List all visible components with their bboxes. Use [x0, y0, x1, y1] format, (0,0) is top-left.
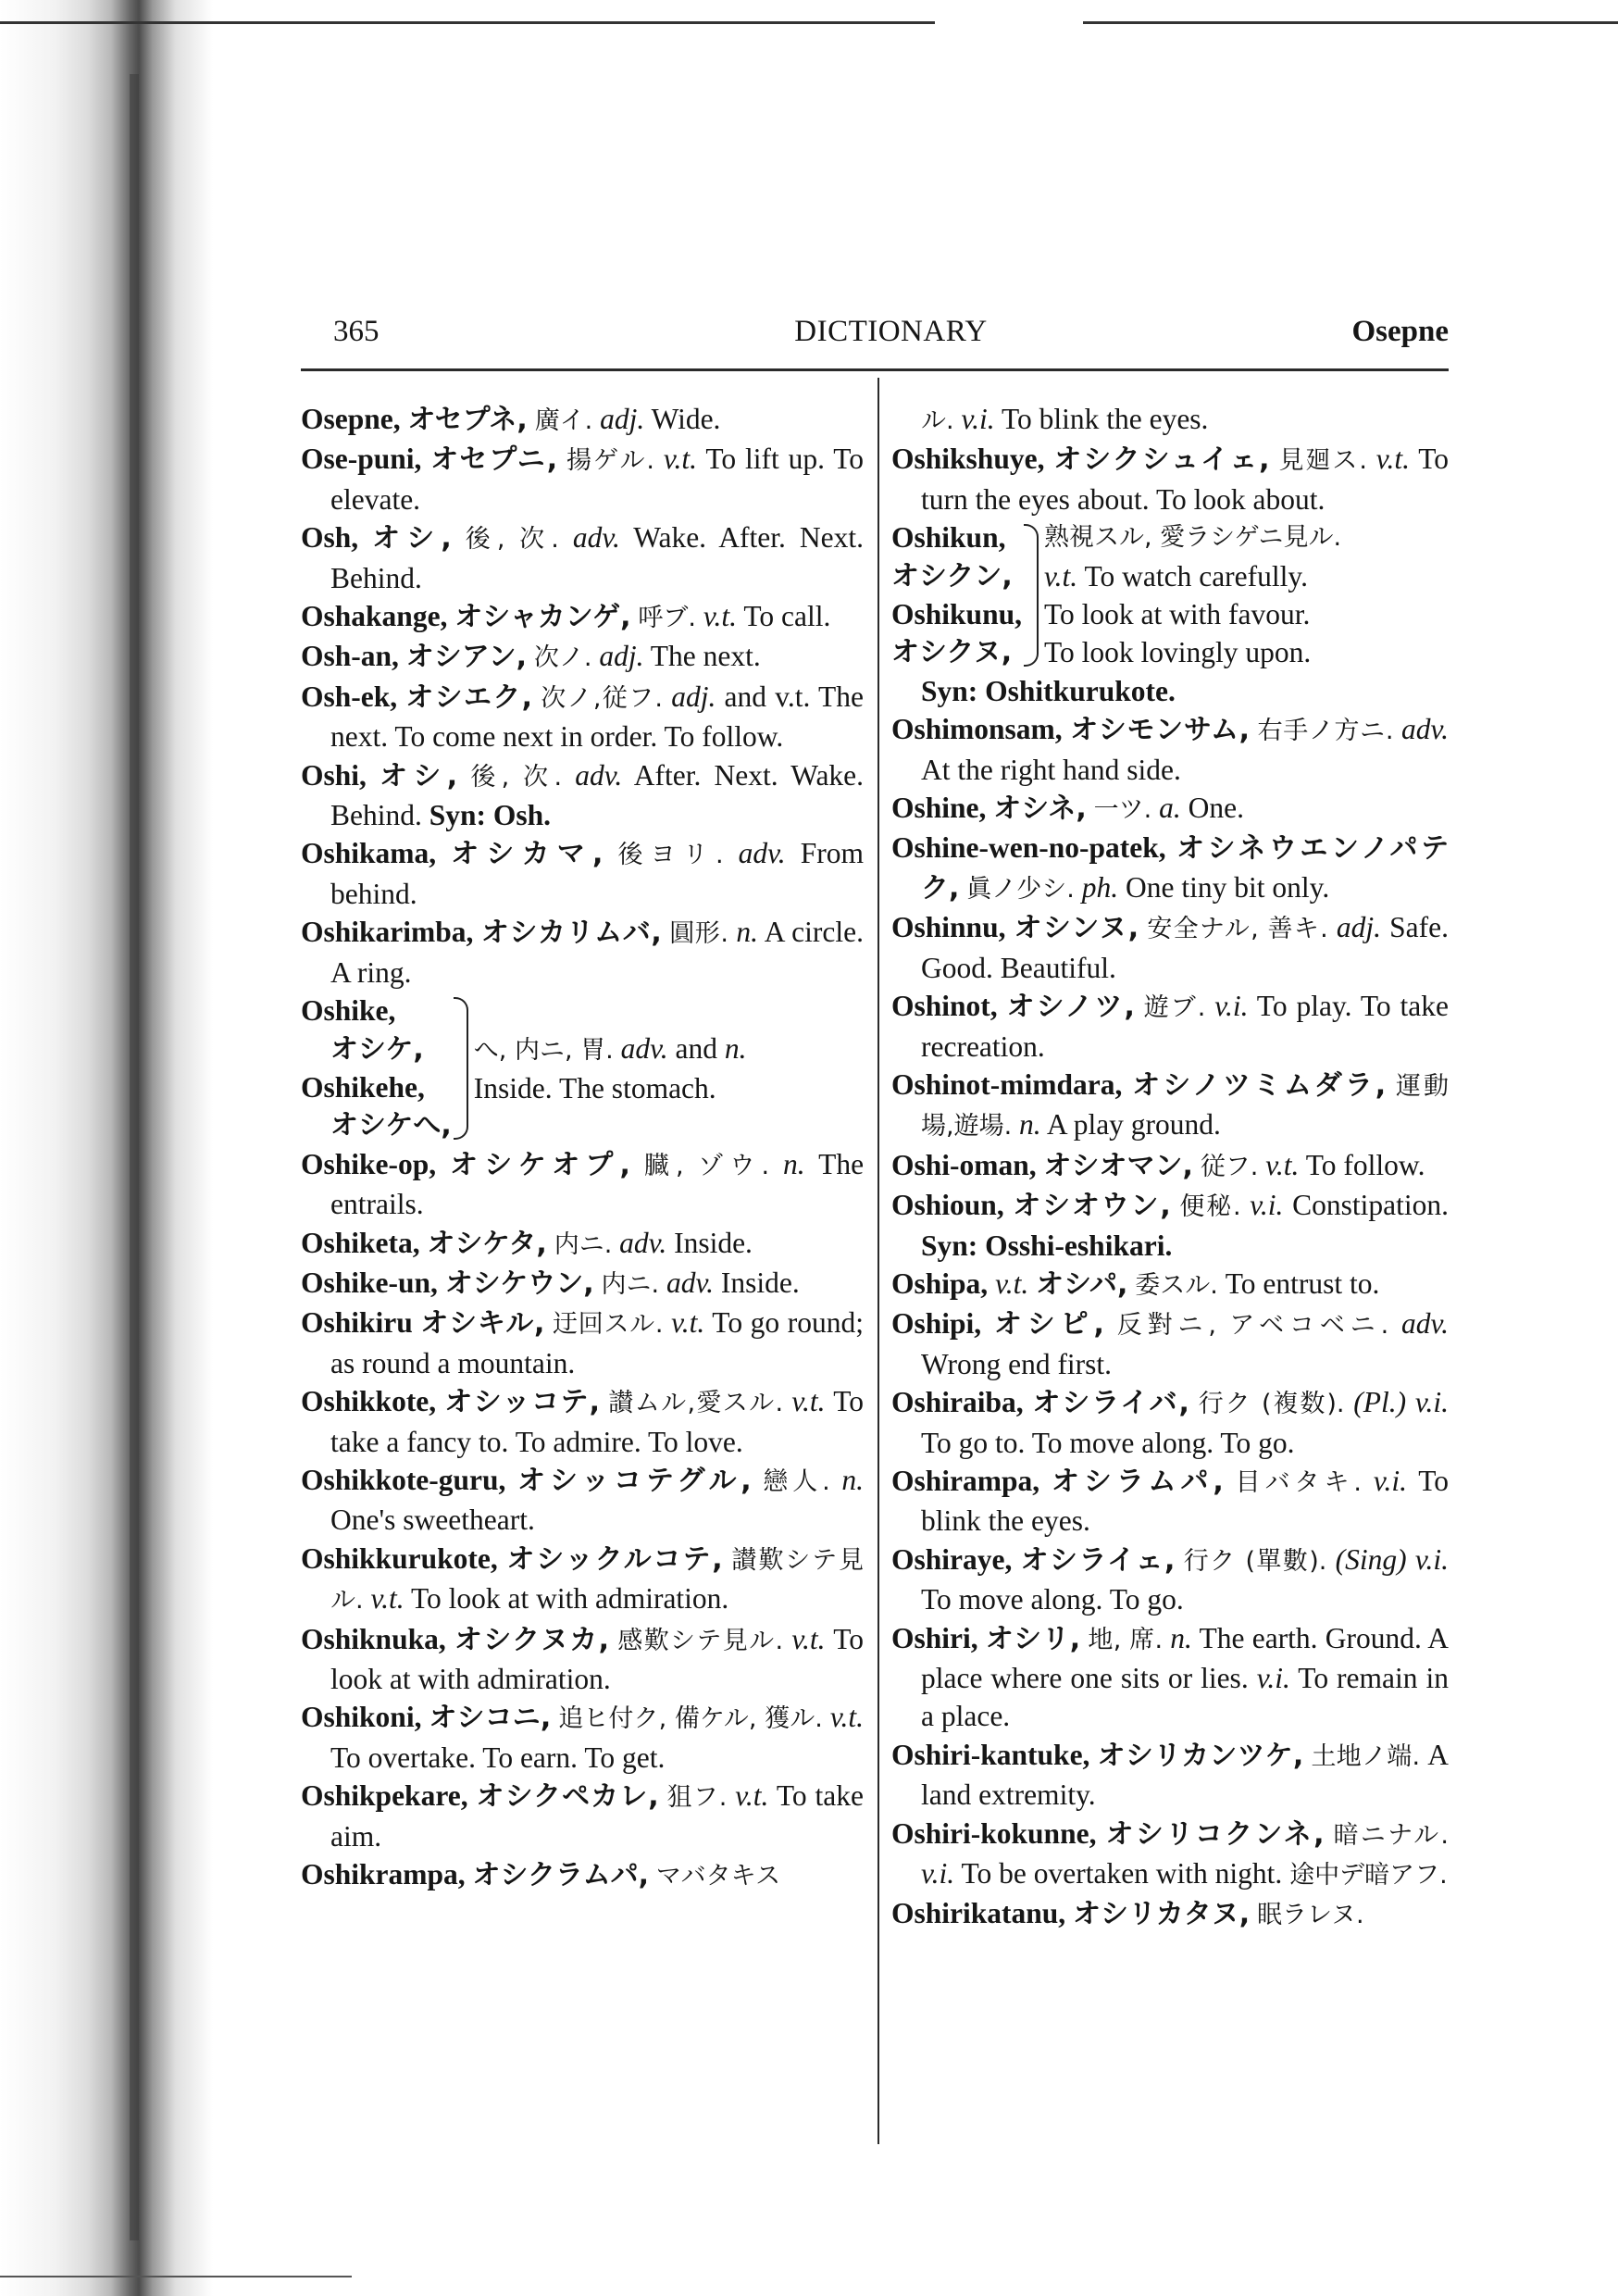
entry-kana: オシケオプ,: [450, 1148, 630, 1181]
entry-headword: Oshiri-kokunne,: [891, 1816, 1097, 1850]
dictionary-entry: [301, 678, 864, 756]
synonym-word: Osh.: [492, 799, 552, 832]
dictionary-entry: [891, 400, 1449, 440]
dictionary-entry: [301, 597, 864, 637]
entry-headword: Oshike-op,: [301, 1147, 437, 1180]
dictionary-entry: [891, 1146, 1449, 1186]
entry-kana: オシ,: [372, 522, 452, 555]
entry-kana: オシリカンツケ,: [1097, 1739, 1304, 1772]
left-column: [301, 400, 864, 1895]
entry-kana: オシリコクンネ,: [1105, 1817, 1325, 1851]
dictionary-entry: [891, 1265, 1449, 1304]
entry-headword: Oshikun,: [891, 521, 1006, 555]
entry-kana: オシクヌカ,: [454, 1623, 610, 1656]
entry-headword: Oshioun,: [891, 1189, 1004, 1222]
entry-headword: Osh-an,: [301, 640, 399, 673]
dictionary-entry: [891, 1186, 1449, 1265]
dictionary-entry: [891, 1736, 1449, 1815]
entry-definition: To look at with admiration.: [410, 1582, 729, 1616]
entry-kana: オシクラムパ,: [472, 1859, 650, 1892]
entry-definition: Wrong end first.: [921, 1347, 1113, 1380]
entry-pos: v.t.: [370, 1582, 404, 1616]
entry-pos: adv.: [619, 1226, 667, 1259]
dictionary-entry: [891, 1815, 1449, 1895]
dictionary-entry: [891, 1383, 1449, 1462]
entry-pos: ph.: [1081, 870, 1119, 904]
scan-top-line-right: [1083, 21, 1618, 24]
dictionary-entry: [301, 1620, 864, 1699]
dictionary-entry: [301, 1382, 864, 1461]
entry-kana: オシクペカレ,: [476, 1780, 659, 1814]
entry-definition: To call.: [743, 600, 831, 633]
entry-kanji: 反對ニ, アベコベニ.: [1116, 1311, 1389, 1341]
entry-pos: v.t.: [1265, 1148, 1300, 1181]
entry-kana: オシャカンゲ,: [454, 601, 631, 634]
entry-definition: From behind.: [330, 837, 864, 910]
entry-headword: Oshikama,: [301, 837, 437, 870]
dictionary-entry: [301, 518, 864, 597]
entry-definition: A land extremity.: [921, 1738, 1450, 1812]
entry-kana: オシピ,: [993, 1308, 1104, 1341]
entry-kana: オシエク,: [405, 680, 533, 714]
entry-kana: オシオマン,: [1043, 1149, 1193, 1182]
entry-definition: To remain in a place.: [921, 1662, 1450, 1733]
column-divider: [877, 378, 879, 2144]
dictionary-entry: [301, 637, 864, 677]
entry-headword: Oshikkurukote,: [301, 1541, 498, 1575]
dictionary-entry: [891, 829, 1449, 908]
entry-definition: To take aim.: [330, 1779, 865, 1853]
synonym-label: Syn:: [429, 799, 487, 832]
entry-headword: Oshiri-kantuke,: [891, 1738, 1090, 1771]
running-header: [333, 315, 1449, 356]
dictionary-entry: [301, 1304, 864, 1382]
entry-headword: Oshine,: [891, 792, 987, 825]
entry-synonym: [891, 672, 1449, 710]
entry-kanji: 追ヒ付ク, 備ケル, 獲ル.: [558, 1704, 823, 1734]
entry-kana: オシアン,: [405, 641, 527, 674]
entry-definition: To take a fancy to. To admire. To love.: [330, 1385, 865, 1458]
entry-pos: v.t.: [791, 1385, 826, 1418]
entry-headword: Oshikunu,: [891, 598, 1022, 631]
entry-kanji: 感歎シテ見ル.: [617, 1626, 784, 1655]
entry-definition: Inside.: [720, 1266, 800, 1299]
entry-kana: オシライェ,: [1020, 1543, 1176, 1577]
entry-kanji: 後ヨリ.: [617, 841, 724, 870]
entry-pos: (Sing) v.i.: [1335, 1542, 1450, 1576]
entry-pos: v.i.: [1256, 1662, 1290, 1694]
entry-definition: To follow.: [1305, 1148, 1425, 1181]
entry-headword: Oshipi,: [891, 1307, 982, 1341]
entry-pos: adv.: [738, 837, 786, 870]
entry-kanji: マバタキス: [655, 1862, 781, 1891]
entry-kana: オシカマ,: [451, 838, 604, 871]
entry-pos: adv.: [572, 521, 620, 555]
entry-headword: Oshikoni,: [301, 1701, 422, 1734]
entry-kanji: 内ニ.: [554, 1229, 613, 1259]
entry-kana: オシライバ,: [1032, 1387, 1189, 1420]
right-column: [891, 400, 1449, 1935]
entry-pos: n.: [841, 1463, 865, 1496]
entry-kanji: 地, 席.: [1088, 1625, 1164, 1654]
entry-headword: Oshinnu,: [891, 911, 1006, 944]
entry-headword: Oshipa,: [891, 1267, 989, 1300]
entry-definition: A play ground.: [1046, 1108, 1221, 1142]
entry-headword: Oshikrampa,: [301, 1858, 466, 1891]
entry-kana: オセプネ,: [407, 404, 528, 436]
entry-pos: adj.: [600, 403, 645, 435]
entry-pos: v.t.: [1043, 559, 1078, 593]
entry-pos: (Pl.) v.i.: [1353, 1386, 1450, 1419]
entry-kana: オシノツミムダラ,: [1132, 1068, 1387, 1102]
entry-pos: adv.: [666, 1266, 714, 1299]
entry-pos: adv.: [575, 758, 623, 792]
entry-definition: After. Next. Wake. Behind.: [330, 758, 865, 832]
entry-kana: オシノツ,: [1006, 991, 1135, 1024]
entry-headword: Oshirikatanu,: [891, 1897, 1066, 1930]
entry-headword: Oshi-oman,: [891, 1148, 1037, 1181]
dictionary-entry-group: [891, 518, 1449, 672]
entry-kanji: 眠ラレヌ.: [1257, 1901, 1364, 1930]
entry-kanji: 讃歎シテ見ル.: [330, 1545, 865, 1616]
dictionary-entry: [301, 834, 864, 913]
dictionary-entry: [301, 1224, 864, 1264]
entry-kanji: 便秘.: [1179, 1192, 1241, 1222]
entry-kana: オセプニ,: [430, 443, 558, 477]
entry-pos: v.t.: [671, 1306, 705, 1340]
entry-headword: Osepne,: [301, 403, 401, 435]
entry-kanji: 暗ニナル.: [1333, 1820, 1449, 1850]
entry-headword: Osh-ek,: [301, 680, 398, 713]
entry-headword: Ose-puni,: [301, 443, 422, 476]
entry-kana: オシクヌ,: [891, 636, 1013, 669]
entry-pos: n.: [1019, 1108, 1041, 1142]
entry-pos: v.t.: [791, 1622, 826, 1655]
entry-headword: Oshine-wen-no-patek,: [891, 831, 1166, 865]
entry-definition: The earth. Ground. A place where one sits or lies.: [921, 1621, 1450, 1694]
entry-kana: オシンヌ,: [1014, 912, 1139, 945]
entry-pos: v.t.: [703, 600, 738, 633]
entry-kana: オシケタ,: [427, 1227, 547, 1260]
dictionary-entry: [891, 1894, 1449, 1934]
entry-headword: Oshi,: [301, 758, 367, 792]
dictionary-entry: [301, 1461, 864, 1540]
entry-pos: v.i.: [961, 403, 995, 435]
entry-pos: adv.: [620, 1031, 668, 1065]
dictionary-entry: [891, 1462, 1449, 1541]
entry-definition: To blink the eyes.: [921, 1464, 1450, 1538]
entry-definition: To lift up. To elevate.: [330, 443, 865, 516]
synonym-word: Osshi-eshikari.: [985, 1229, 1173, 1262]
entry-kanji: 戀人.: [763, 1466, 830, 1496]
dictionary-entry: [891, 710, 1449, 789]
dictionary-entry: [891, 1541, 1449, 1619]
entry-kana: オシキル,: [420, 1307, 545, 1341]
entry-headword: Oshikkote,: [301, 1385, 437, 1418]
entry-definition: Safe. Good. Beautiful.: [921, 911, 1450, 984]
entry-definition: To move along. To go.: [921, 1583, 1184, 1616]
entry-definition: To look at with favour.: [1043, 598, 1311, 631]
entry-kanji: 圓形.: [669, 919, 728, 949]
page-title: DICTIONARY: [794, 315, 988, 348]
entry-definition: Constipation.: [1292, 1189, 1449, 1222]
dictionary-entry: [301, 1264, 864, 1304]
brace: [1024, 524, 1039, 667]
entry-kanji: 遊ブ.: [1143, 993, 1206, 1023]
entry-kanji: 後, 次.: [470, 762, 563, 792]
dictionary-entry: [301, 1855, 864, 1895]
entry-definition: One.: [1188, 792, 1244, 825]
entry-definition: The next.: [650, 640, 761, 673]
entry-kana: オシリ,: [985, 1622, 1081, 1655]
entry-kanji: 臓, ゾウ.: [643, 1151, 770, 1180]
entry-pos: n.: [724, 1031, 747, 1065]
entry-kanji: 迂回スル.: [553, 1310, 664, 1340]
entry-definition: To play. To take recreation.: [921, 990, 1450, 1063]
entry-definition: To overtake. To earn. To get.: [330, 1741, 666, 1774]
entry-pos: v.t.: [663, 443, 698, 476]
entry-definition: A circle. A ring.: [330, 916, 864, 989]
page-number: 365: [333, 315, 380, 348]
entry-definition: One tiny bit only.: [1126, 870, 1330, 904]
entry-kanji: 呼ブ.: [638, 604, 696, 633]
entry-kana: オシッコテ,: [444, 1386, 601, 1419]
entry-pos: a.: [1159, 792, 1181, 825]
entry-kanji: 眞ノ少シ.: [966, 874, 1075, 904]
entry-definition: To watch carefully.: [1084, 559, 1308, 593]
entry-kanji: へ, 内ニ, 胃.: [473, 1035, 614, 1065]
entry-kanji: 運動場,遊場.: [921, 1071, 1449, 1142]
entry-headword: Oshimonsam,: [891, 713, 1063, 746]
entry-pos: v.t.: [829, 1701, 865, 1734]
entry-kana: オシネ,: [993, 792, 1087, 826]
entry-definition: To entrust to.: [1225, 1267, 1380, 1300]
entry-headword: Oshikiru: [301, 1306, 413, 1340]
entry-definition: Inside.: [674, 1226, 753, 1259]
dictionary-entry: [301, 1698, 864, 1777]
entry-kana: オシッコテグル,: [517, 1464, 752, 1497]
entry-headword: Osh,: [301, 521, 359, 555]
synonym-label: Syn:: [921, 674, 978, 707]
entry-kana: オシオウン,: [1013, 1190, 1171, 1223]
entry-definition: At the right hand side.: [921, 753, 1181, 786]
scan-top-line: [0, 21, 935, 24]
entry-definition: The entrails.: [330, 1147, 865, 1221]
entry-headword: Oshikkote-guru,: [301, 1463, 506, 1496]
entry-kanji: 右手ノ方ニ.: [1257, 717, 1394, 746]
entry-pos: v.i.: [1214, 990, 1249, 1023]
dictionary-entry: [891, 987, 1449, 1066]
entry-kanji: 讃ムル,愛スル.: [608, 1389, 784, 1418]
entry-kana: オシラムパ,: [1051, 1465, 1224, 1498]
entry-kana: オシクシュイェ,: [1053, 443, 1270, 477]
synonym-label: Syn:: [921, 1229, 978, 1262]
entry-headword: Oshikshuye,: [891, 443, 1045, 476]
entry-definition: and v.t. The next. To come next in order. To follow.: [330, 680, 865, 754]
entry-kanji: 土地ノ端.: [1311, 1741, 1421, 1771]
entry-definition: Inside. The stomach.: [473, 1071, 716, 1104]
entry-kanji: 内ニ.: [601, 1269, 660, 1299]
entry-headword: Oshikpekare,: [301, 1779, 468, 1813]
header-keyword: Osepne: [1351, 315, 1449, 348]
entry-kana: オシケウン,: [444, 1267, 594, 1300]
entry-headword: Oshikarimba,: [301, 916, 474, 949]
dictionary-entry: [301, 400, 864, 440]
entry-headword: Oshirampa,: [891, 1464, 1040, 1497]
entry-kanji: 次ノ.: [533, 643, 592, 673]
entry-pos: v.i.: [921, 1857, 955, 1890]
entry-kanji: 途中デ暗アフ.: [1289, 1861, 1448, 1890]
entry-headword: Oshinot,: [891, 990, 998, 1023]
dictionary-entry: [891, 440, 1449, 518]
entry-definition: To blink the eyes.: [1001, 403, 1209, 435]
entry-kanji: 廣イ.: [534, 406, 593, 435]
entry-kanji: 見廻ス.: [1278, 446, 1367, 476]
entry-headword: Oshiri,: [891, 1621, 978, 1654]
entry-definition: To look at with admiration.: [330, 1622, 865, 1695]
dictionary-entry: [301, 756, 864, 835]
entry-headword: Oshiketa,: [301, 1226, 420, 1259]
entry-pos: v.t.: [1375, 443, 1410, 476]
dictionary-entry: [301, 1540, 864, 1620]
entry-kanji: ル.: [921, 406, 954, 435]
entry-definition: To look lovingly upon.: [1043, 636, 1312, 669]
entry-definition: To go round; as round a mountain.: [330, 1306, 865, 1379]
entry-kanji: 熟視スル, 愛ラシゲニ見ル.: [1043, 523, 1342, 553]
entry-pos: adv.: [1400, 1307, 1449, 1341]
entry-conjunction: and: [675, 1031, 717, 1065]
scanned-page-edge: [0, 0, 222, 2296]
entry-kana: オシモンサム,: [1070, 714, 1251, 747]
entry-pos: adj.: [671, 680, 716, 713]
entry-kanji: 行ク (單數).: [1183, 1546, 1327, 1576]
entry-headword: Oshike,: [301, 994, 396, 1028]
entry-definition: One's sweetheart.: [330, 1504, 535, 1537]
entry-kanji: 委スル.: [1135, 1270, 1218, 1300]
entry-headword: Oshikehe,: [301, 1070, 425, 1104]
entry-definition: Wake. After. Next. Behind.: [330, 521, 864, 594]
entry-headword: Oshakange,: [301, 600, 448, 633]
entry-headword: Oshiraye,: [891, 1542, 1013, 1576]
dictionary-entry: [891, 908, 1449, 987]
dictionary-entry: [301, 1145, 864, 1224]
entry-pos: n.: [1170, 1621, 1192, 1654]
scan-bottom-line: [0, 2276, 352, 2277]
entry-pos: v.t.: [735, 1779, 769, 1813]
entry-pos: adj.: [599, 640, 644, 673]
entry-pos: adv.: [1400, 713, 1449, 746]
entry-definition: Wide.: [651, 403, 721, 435]
entry-pos: v.i.: [1373, 1464, 1407, 1497]
dictionary-entry: [891, 1619, 1449, 1736]
entry-pos: adj.: [1336, 911, 1381, 944]
entry-kana: オシパ,: [1036, 1267, 1128, 1301]
entry-kana: オシリカタヌ,: [1073, 1898, 1251, 1931]
entry-kanji: 揚ゲル.: [566, 446, 655, 476]
dictionary-entry: [891, 1304, 1449, 1383]
entry-kana: オシカリムバ,: [480, 917, 662, 950]
entry-definition: To be overtaken with night.: [961, 1857, 1283, 1890]
entry-kanji: 安全ナル, 善キ.: [1147, 915, 1328, 944]
entry-pos: v.i.: [1250, 1189, 1284, 1222]
entry-headword: Oshike-un,: [301, 1266, 438, 1299]
entry-kana: オシケへ,: [330, 1109, 452, 1142]
header-rule: [301, 368, 1449, 371]
entry-headword: Oshiraiba,: [891, 1386, 1024, 1419]
entry-definition: To turn the eyes about. To look about.: [921, 443, 1450, 516]
entry-kanji: 次ノ,従フ.: [541, 683, 663, 713]
entry-kana: オシネウエンノパテク,: [921, 832, 1450, 905]
dictionary-entry: [301, 1777, 864, 1855]
entry-pos: n.: [736, 916, 758, 949]
entry-kanji: 目バタキ.: [1235, 1467, 1362, 1497]
entry-kana: オシックルコテ,: [506, 1542, 723, 1576]
entry-kanji: 狙フ.: [666, 1783, 728, 1813]
entry-pos: v.t.: [995, 1267, 1029, 1300]
brace: [454, 997, 468, 1140]
entry-kana: オシクン,: [891, 559, 1013, 593]
entry-kanji: 後, 次.: [465, 525, 559, 555]
entry-pos: n.: [783, 1147, 805, 1180]
entry-kanji: 行ク (複数).: [1198, 1390, 1345, 1419]
entry-headword: Oshiknuka,: [301, 1622, 446, 1655]
dictionary-entry: [301, 913, 864, 992]
entry-kana: オシケ,: [330, 1032, 424, 1066]
synonym-word: Oshitkurukote.: [985, 674, 1176, 707]
dictionary-entry: [891, 1066, 1449, 1146]
dictionary-entry: [301, 440, 864, 518]
entry-kana: オシコニ,: [429, 1702, 552, 1735]
entry-kanji: 一ツ.: [1093, 795, 1152, 825]
entry-definition: To go to. To move along. To go.: [921, 1426, 1295, 1459]
entry-kanji: 従フ.: [1200, 1152, 1259, 1181]
dictionary-entry-group: [301, 992, 864, 1145]
entry-kana: オシ,: [380, 759, 458, 792]
entry-headword: Oshinot-mimdara,: [891, 1067, 1123, 1101]
dictionary-entry: [891, 789, 1449, 829]
